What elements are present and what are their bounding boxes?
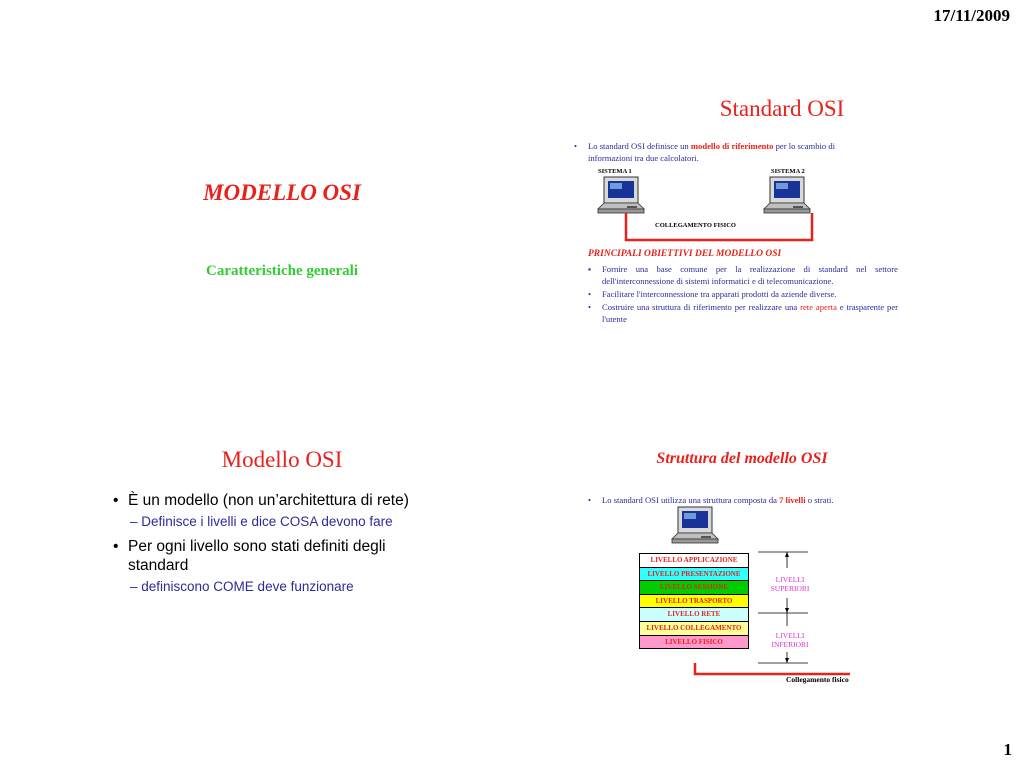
osi-layer: LIVELLO TRASPORTO	[639, 594, 749, 609]
computer-icon-1	[598, 177, 644, 213]
intro-text-end: per lo scambio di informazioni tra due calcolatori.	[588, 141, 836, 163]
slide4-intro: • Lo standard OSI utilizza una struttura composta da 7 livelli o strati.	[588, 495, 834, 505]
computer-icon-2	[764, 177, 810, 213]
slide1-subtitle: Caratteristiche generali	[205, 263, 359, 279]
objective-item: • Facilitare l'interconnessione tra apparati prodotti da aziende diverse.	[588, 289, 837, 299]
system1-label: SISTEMA 1	[598, 168, 632, 175]
lower-layers-label: LIVELLI INFERIORI	[771, 631, 809, 649]
osi-layer: LIVELLO PRESENTAZIONE	[639, 567, 749, 582]
osi-layer: LIVELLO FISICO	[639, 635, 749, 650]
objectives-list	[588, 263, 898, 326]
osi-layer: LIVELLO APPLICAZIONE	[639, 553, 749, 568]
intro-text: Lo standard OSI definisce un	[588, 141, 691, 151]
objective-item: ▪ Fornire una base comune per la realizzazione di standard nel settore dell'interconnessione di sistemi informatici e di telecomunicazione.	[588, 264, 898, 286]
slide1-title: MODELLO OSI	[203, 180, 361, 205]
computer-icon-3	[664, 505, 724, 553]
slide3-subitem: – definiscono COME deve funzionare	[130, 579, 354, 594]
intro-highlight: modello di riferimento	[690, 141, 774, 151]
osi-layer: LIVELLO COLLEGAMENTO	[639, 621, 749, 636]
upper-layers-label: LIVELLI SUPERIORI	[770, 575, 810, 593]
objectives-title: PRINCIPALI OBIETTIVI DEL MODELLO OSI	[588, 249, 782, 259]
objective-item: • Costruire una struttura di riferimento per realizzare una rete aperta e trasparente per l'utente	[588, 302, 898, 324]
bullet: •	[588, 495, 592, 505]
osi-layer: LIVELLO RETE	[639, 607, 749, 622]
layer-brackets	[690, 548, 850, 683]
osi-layer: LIVELLO SESSIONE	[639, 580, 749, 595]
slide3-subitem: – Definisce i livelli e dice COSA devono fare	[130, 514, 393, 529]
link-label: COLLEGAMENTO FISICO	[655, 222, 736, 229]
network-diagram	[580, 175, 860, 245]
slide4-title: Struttura del modello OSI	[656, 450, 828, 467]
slide2-intro	[574, 140, 878, 164]
date: 17/11/2009	[933, 6, 1010, 25]
page-number: 1	[1003, 740, 1012, 759]
slide3-title: Modello OSI	[221, 447, 343, 472]
slide3-item: • Per ogni livello sono stati definiti degli standard	[113, 538, 386, 574]
slide3-body	[113, 491, 443, 602]
slide2-title: Standard OSI	[719, 96, 845, 121]
physical-link-label: Collegamento fisico	[786, 675, 849, 684]
slide3-item: • È un modello (non un’architettura di rete)	[113, 492, 409, 509]
system2-label: SISTEMA 2	[771, 168, 805, 175]
bullet: •	[574, 141, 578, 151]
physical-link-line	[695, 663, 850, 674]
